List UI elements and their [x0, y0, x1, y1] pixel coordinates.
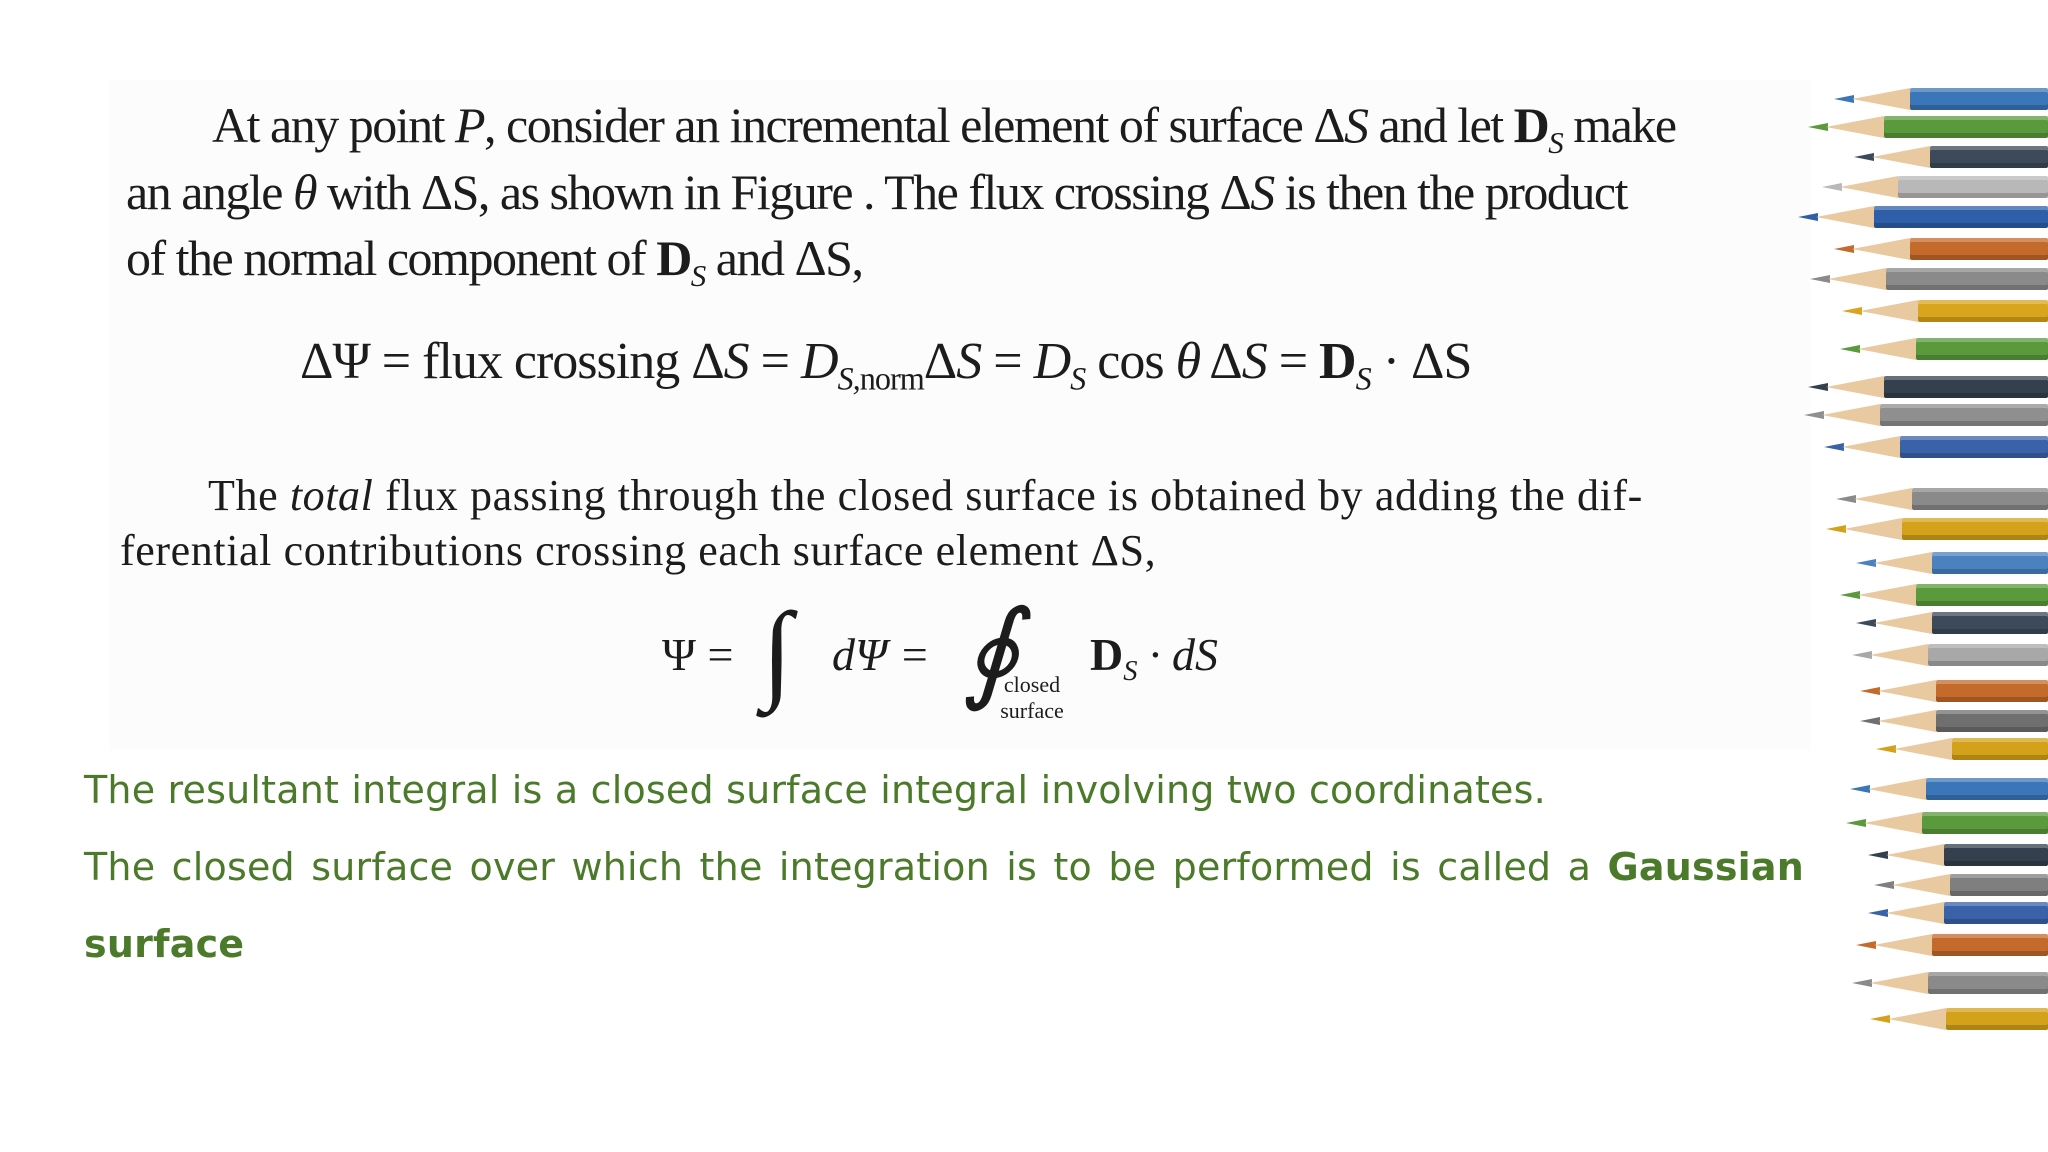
integral-limit [992, 672, 1072, 724]
pencil [1780, 738, 2048, 760]
text: The closed surface over which the integration is to be performed is called a [84, 845, 1608, 889]
subscript: S, [837, 360, 860, 397]
text: , consider an incremental element of surface Δ [484, 97, 1344, 153]
text: · ΔS [1370, 333, 1472, 390]
pencil [1780, 146, 2048, 168]
text: make [1562, 97, 1676, 153]
pencil [1780, 338, 2048, 360]
term-surface: surface [84, 922, 245, 966]
text: D [1033, 333, 1071, 390]
subscript: S [690, 257, 705, 293]
text: dΨ = [832, 629, 930, 680]
pencil [1780, 874, 2048, 896]
text: and let [1367, 97, 1514, 153]
text: flux passing through the closed surface is obtained by adding the dif- [373, 471, 1643, 520]
text: with ΔS, as shown in Figure . The flux crossing Δ [316, 164, 1251, 220]
pencil [1780, 584, 2048, 606]
text: D [656, 230, 691, 286]
text: The [208, 471, 290, 520]
integrand [1090, 628, 1218, 688]
subscript: S [1070, 360, 1086, 397]
paragraph-gaussian-surface [84, 845, 1804, 889]
text: Ψ = [662, 629, 734, 680]
integral-sign: ∫ [762, 590, 793, 712]
pencil [1780, 268, 2048, 290]
text: an angle [126, 164, 293, 220]
text: Δ [1200, 333, 1242, 390]
subscript: S [1548, 124, 1563, 160]
pencils-decoration [1780, 88, 2048, 1108]
pencil [1780, 88, 2048, 110]
subscript: S [1355, 360, 1371, 397]
subscript: S [1123, 655, 1138, 687]
pencil [1780, 238, 2048, 260]
pencil [1780, 376, 2048, 398]
pencil [1780, 612, 2048, 634]
pencil [1780, 844, 2048, 866]
pencil [1780, 488, 2048, 510]
excerpt-line-2 [126, 163, 1627, 221]
text: θ [1175, 333, 1201, 390]
text: ΔΨ = flux crossing Δ [300, 333, 724, 390]
text: S [956, 333, 982, 390]
text: S [1344, 97, 1368, 153]
excerpt-line-1 [212, 96, 1676, 161]
pencil [1780, 680, 2048, 702]
equation-flux-increment [300, 332, 1471, 397]
text: At any point [212, 97, 455, 153]
contour-integral-sign: ∮ [962, 590, 1020, 712]
text: S [723, 333, 749, 390]
text: S [1250, 164, 1274, 220]
pencil [1780, 116, 2048, 138]
pencil [1780, 710, 2048, 732]
pencil [1780, 812, 2048, 834]
pencil [1780, 644, 2048, 666]
text: of the normal component of [126, 230, 657, 286]
pencil [1780, 778, 2048, 800]
text: is then the product [1273, 164, 1627, 220]
term-gaussian: Gaussian [1607, 845, 1804, 889]
text: Δ [923, 333, 957, 390]
pencil [1780, 972, 2048, 994]
pencil [1780, 1008, 2048, 1030]
text: D [1513, 97, 1549, 153]
pencil [1780, 902, 2048, 924]
pencil [1780, 404, 2048, 426]
text: S [1241, 333, 1267, 390]
paragraph-resultant-integral: The resultant integral is a closed surface integral involving two coordinates. [84, 768, 1546, 812]
text: P [454, 97, 485, 153]
text: · dS [1137, 629, 1218, 680]
text: surface [1000, 698, 1064, 723]
pencil [1780, 518, 2048, 540]
text: = [748, 333, 801, 390]
text: cos [1085, 333, 1176, 390]
text: closed [1003, 672, 1061, 697]
text: = [981, 333, 1034, 390]
text: D [1319, 333, 1356, 390]
pencil [1780, 176, 2048, 198]
text: D [1090, 629, 1124, 680]
subscript: norm [859, 360, 924, 397]
pencil [1780, 206, 2048, 228]
text: = [1266, 333, 1320, 390]
text: D [800, 333, 838, 390]
excerpt-line-3 [126, 229, 862, 294]
excerpt-line-4 [208, 470, 1643, 521]
pencil [1780, 300, 2048, 322]
text: total [289, 471, 374, 520]
text: and ΔS, [704, 230, 863, 286]
pencil [1780, 436, 2048, 458]
text: ferential contributions crossing each surface element ΔS, [120, 526, 1157, 575]
excerpt-line-5 [120, 525, 1156, 576]
text: θ [292, 164, 317, 220]
pencil [1780, 934, 2048, 956]
pencil [1780, 552, 2048, 574]
